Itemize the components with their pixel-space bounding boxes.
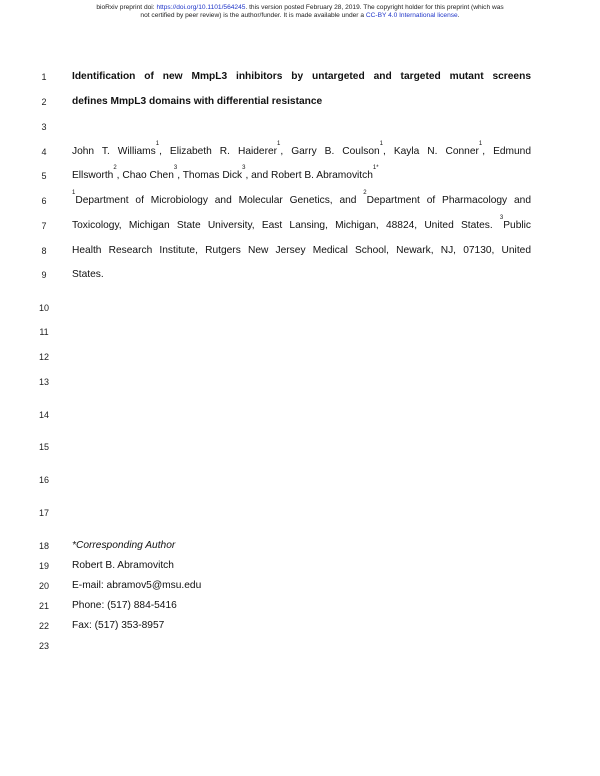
affiliation-line-2 — [72, 215, 531, 232]
affiliation-line-3: Health Research Institute, Rutgers New Jersey Medical School, Newark, NJ, 07130, United — [72, 245, 531, 256]
affiliation-sup: 1* — [372, 165, 379, 171]
affiliation-sup: 2 — [113, 165, 117, 171]
affiliation-text: Public — [503, 220, 531, 231]
corresponding-author-phone: Phone: (517) 884-5416 — [72, 600, 177, 611]
corresponding-author-name: Robert B. Abramovitch — [72, 560, 174, 571]
doi-link[interactable]: https://doi.org/10.1101/564245 — [156, 4, 246, 11]
author-name: , Thomas Dick — [177, 170, 243, 181]
line-number: 12 — [38, 352, 49, 362]
line-number: 16 — [38, 475, 49, 485]
affiliation-sup: 1 — [72, 190, 76, 196]
line-number: 14 — [38, 410, 49, 420]
header-line-1 — [0, 4, 600, 12]
line-number: 23 — [38, 641, 49, 651]
author-name: , Edmund — [482, 146, 532, 157]
line-number: 2 — [41, 97, 47, 107]
line-number: 3 — [41, 122, 47, 132]
corresponding-author-email: E-mail: abramov5@msu.edu — [72, 580, 202, 591]
line-number: 19 — [38, 561, 49, 571]
affiliation-text: Department of Microbiology and Molecular Genetics, and — [75, 195, 364, 206]
preprint-header — [0, 4, 600, 21]
line-number: 21 — [38, 601, 49, 611]
author-name: , Kayla N. Conner — [383, 146, 479, 157]
header-text: bioRxiv preprint doi: — [96, 4, 157, 11]
affiliation-sup: 2 — [363, 190, 367, 196]
affiliation-sup: 1 — [155, 141, 160, 147]
line-number: 10 — [38, 303, 49, 313]
header-text: not certified by peer review) is the author/funder. It is made available under a — [140, 12, 366, 20]
corresponding-author-fax: Fax: (517) 353-8957 — [72, 620, 165, 631]
affiliation-sup: 1 — [379, 141, 384, 147]
line-number: 15 — [38, 442, 49, 452]
line-number: 17 — [38, 508, 49, 518]
author-name: John T. Williams — [72, 146, 156, 157]
affiliation-text: Department of Pharmacology and — [366, 195, 531, 206]
header-text: . this version posted February 28, 2019. The copyright holder for this preprint (which was — [245, 4, 504, 11]
affiliation-line-4: States. — [72, 269, 104, 280]
affiliation-line-1 — [72, 190, 531, 207]
line-number: 5 — [41, 171, 47, 181]
affiliation-sup: 1 — [478, 141, 483, 147]
line-number: 20 — [38, 581, 49, 591]
author-name: , and Robert B. Abramovitch — [245, 170, 373, 181]
affiliation-sup: 3 — [242, 165, 246, 171]
paper-title-line-1: Identification of new MmpL3 inhibitors by untargeted and targeted mutant screens — [72, 71, 531, 82]
line-number: 7 — [41, 221, 47, 231]
header-text: . — [457, 12, 460, 20]
affiliation-text: Toxicology, Michigan State University, East Lansing, Michigan, 48824, United States. — [72, 220, 500, 231]
author-name: , Chao Chen — [116, 170, 174, 181]
affiliation-sup: 3 — [499, 215, 504, 221]
author-name: Ellsworth — [72, 170, 114, 181]
corresponding-author-heading: *Corresponding Author — [72, 540, 176, 551]
line-number: 6 — [41, 196, 47, 206]
line-number: 13 — [38, 377, 49, 387]
affiliation-sup: 3 — [173, 165, 178, 171]
author-list-line-1 — [72, 141, 532, 158]
line-number: 4 — [41, 147, 47, 157]
author-list-line-2 — [72, 165, 379, 182]
line-number: 18 — [38, 541, 49, 551]
line-number: 8 — [41, 246, 47, 256]
line-number: 11 — [39, 327, 49, 337]
line-number: 9 — [41, 270, 47, 280]
header-line-2 — [0, 12, 600, 20]
author-name: , Elizabeth R. Haiderer — [159, 146, 278, 157]
paper-title-line-2: defines MmpL3 domains with differential resistance — [72, 96, 323, 107]
line-number: 22 — [38, 621, 49, 631]
author-name: , Garry B. Coulson — [280, 146, 380, 157]
line-number: 1 — [41, 72, 47, 82]
license-link[interactable]: CC-BY 4.0 International license — [365, 12, 458, 20]
affiliation-sup: 1 — [277, 141, 281, 147]
